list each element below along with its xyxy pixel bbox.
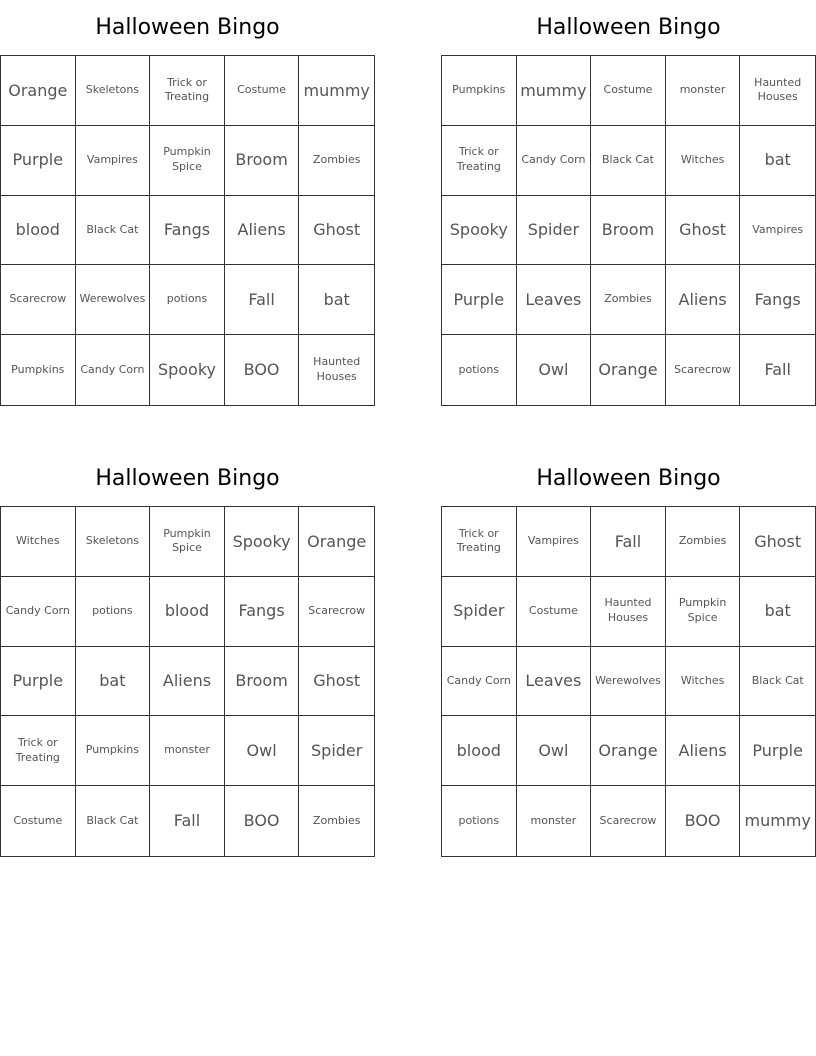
bingo-cell: potions bbox=[150, 265, 225, 335]
bingo-cell: Purple bbox=[442, 265, 517, 335]
bingo-cell: Scarecrow bbox=[591, 786, 666, 856]
bingo-cell: Ghost bbox=[299, 647, 374, 717]
card-title: Halloween Bingo bbox=[536, 466, 721, 491]
bingo-cell: Orange bbox=[591, 335, 666, 405]
bingo-cell: Black Cat bbox=[591, 126, 666, 196]
bingo-cell: Aliens bbox=[666, 265, 741, 335]
bingo-cell: Spooky bbox=[442, 196, 517, 266]
bingo-cell: Scarecrow bbox=[299, 577, 374, 647]
bingo-cell: Black Cat bbox=[740, 647, 815, 717]
bingo-cell: Vampires bbox=[76, 126, 151, 196]
bingo-cell: Orange bbox=[1, 56, 76, 126]
bingo-cell: Trick or Treating bbox=[442, 126, 517, 196]
bingo-cell: bat bbox=[299, 265, 374, 335]
bingo-cell: Costume bbox=[1, 786, 76, 856]
bingo-cell: bat bbox=[76, 647, 151, 717]
bingo-cell: Trick or Treating bbox=[442, 507, 517, 577]
bingo-cell: Candy Corn bbox=[76, 335, 151, 405]
bingo-cell: Broom bbox=[225, 126, 300, 196]
bingo-cell: Costume bbox=[517, 577, 592, 647]
bingo-cell: Pumpkins bbox=[76, 716, 151, 786]
bingo-cell: Pumpkin Spice bbox=[150, 507, 225, 577]
bingo-cell: Pumpkins bbox=[1, 335, 76, 405]
bingo-cell: Zombies bbox=[312, 813, 361, 827]
bingo-cell: Trick or Treating bbox=[1, 716, 76, 786]
bingo-cell: Haunted Houses bbox=[740, 56, 815, 126]
bingo-cell: monster bbox=[150, 716, 225, 786]
bingo-cell: Ghost bbox=[740, 507, 815, 577]
bingo-cell: Broom bbox=[591, 196, 666, 266]
bingo-cell: Candy Corn bbox=[517, 126, 592, 196]
bingo-cell: Haunted Houses bbox=[591, 577, 666, 647]
bingo-cell: Orange bbox=[591, 716, 666, 786]
bingo-cell: Skeletons bbox=[76, 56, 151, 126]
bingo-cell: Purple bbox=[740, 716, 815, 786]
bingo-cell: Aliens bbox=[225, 196, 300, 266]
bingo-cell: Fangs bbox=[740, 265, 815, 335]
bingo-cell: Fall bbox=[150, 786, 225, 856]
bingo-cell: Leaves bbox=[517, 647, 592, 717]
bingo-cell: Ghost bbox=[299, 196, 374, 266]
bingo-cell: BOO bbox=[225, 335, 300, 405]
bingo-cell: Werewolves bbox=[591, 647, 666, 717]
bingo-cell: bat bbox=[740, 577, 815, 647]
bingo-grid bbox=[0, 506, 375, 857]
bingo-cell: Aliens bbox=[150, 647, 225, 717]
bingo-cell: Scarecrow bbox=[666, 335, 741, 405]
bingo-cell: Zombies bbox=[666, 507, 741, 577]
bingo-cell: Black Cat bbox=[76, 786, 151, 856]
bingo-grid bbox=[441, 55, 816, 406]
bingo-cell: Fangs bbox=[225, 577, 300, 647]
bingo-cell: Fall bbox=[225, 265, 300, 335]
bingo-cell: blood bbox=[1, 196, 76, 266]
bingo-cell: Witches bbox=[666, 647, 741, 717]
bingo-cell: Spider bbox=[517, 196, 592, 266]
bingo-cell: Black Cat bbox=[76, 196, 151, 266]
bingo-cell: Candy Corn bbox=[1, 577, 76, 647]
bingo-cell: Ghost bbox=[666, 196, 741, 266]
bingo-grid bbox=[0, 55, 375, 406]
bingo-cell: BOO bbox=[225, 786, 300, 856]
bingo-cell: Purple bbox=[1, 647, 76, 717]
bingo-cell: Owl bbox=[517, 716, 592, 786]
bingo-cell: Aliens bbox=[666, 716, 741, 786]
bingo-cell: Werewolves bbox=[76, 265, 151, 335]
bingo-cell: Candy Corn bbox=[442, 647, 517, 717]
bingo-cell: Leaves bbox=[517, 265, 592, 335]
card-title: Halloween Bingo bbox=[536, 15, 721, 40]
bingo-cell: Zombies bbox=[299, 126, 374, 196]
card-title: Halloween Bingo bbox=[95, 15, 280, 40]
bingo-cell: potions bbox=[442, 786, 517, 856]
bingo-cell: Orange bbox=[299, 507, 374, 577]
bingo-cell: Witches bbox=[1, 507, 76, 577]
bingo-cell: mummy bbox=[744, 811, 811, 831]
bingo-cell: monster bbox=[517, 786, 592, 856]
bingo-cell: Spider bbox=[299, 716, 374, 786]
bingo-cell: Fall bbox=[764, 360, 791, 380]
bingo-cell: Costume bbox=[225, 56, 300, 126]
bingo-cell: Purple bbox=[1, 126, 76, 196]
bingo-cell: potions bbox=[76, 577, 151, 647]
bingo-cell: Owl bbox=[517, 335, 592, 405]
bingo-cell: Owl bbox=[225, 716, 300, 786]
bingo-cell: Trick or Treating bbox=[150, 56, 225, 126]
bingo-cell: mummy bbox=[299, 56, 374, 126]
card-title: Halloween Bingo bbox=[95, 466, 280, 491]
bingo-cell: monster bbox=[666, 56, 741, 126]
bingo-cell: blood bbox=[442, 716, 517, 786]
bingo-grid bbox=[441, 506, 816, 857]
bingo-cell: bat bbox=[740, 126, 815, 196]
bingo-cell: mummy bbox=[517, 56, 592, 126]
bingo-cell: Spooky bbox=[225, 507, 300, 577]
bingo-cell: Pumpkins bbox=[442, 56, 517, 126]
bingo-cell: Fangs bbox=[150, 196, 225, 266]
bingo-cell: Vampires bbox=[740, 196, 815, 266]
bingo-cell: Costume bbox=[591, 56, 666, 126]
bingo-cell: Spooky bbox=[150, 335, 225, 405]
bingo-cell: BOO bbox=[666, 786, 741, 856]
bingo-cell: Scarecrow bbox=[1, 265, 76, 335]
bingo-cell: Pumpkin Spice bbox=[666, 577, 741, 647]
bingo-cell: Pumpkin Spice bbox=[150, 126, 225, 196]
bingo-cell: Haunted Houses bbox=[313, 355, 361, 384]
bingo-cell: blood bbox=[150, 577, 225, 647]
bingo-cell: Zombies bbox=[591, 265, 666, 335]
bingo-cell: Spider bbox=[442, 577, 517, 647]
bingo-cell: Fall bbox=[591, 507, 666, 577]
bingo-cell: Skeletons bbox=[76, 507, 151, 577]
bingo-cell: Vampires bbox=[517, 507, 592, 577]
bingo-cell: potions bbox=[442, 335, 517, 405]
bingo-cell: Witches bbox=[666, 126, 741, 196]
bingo-cell: Broom bbox=[225, 647, 300, 717]
